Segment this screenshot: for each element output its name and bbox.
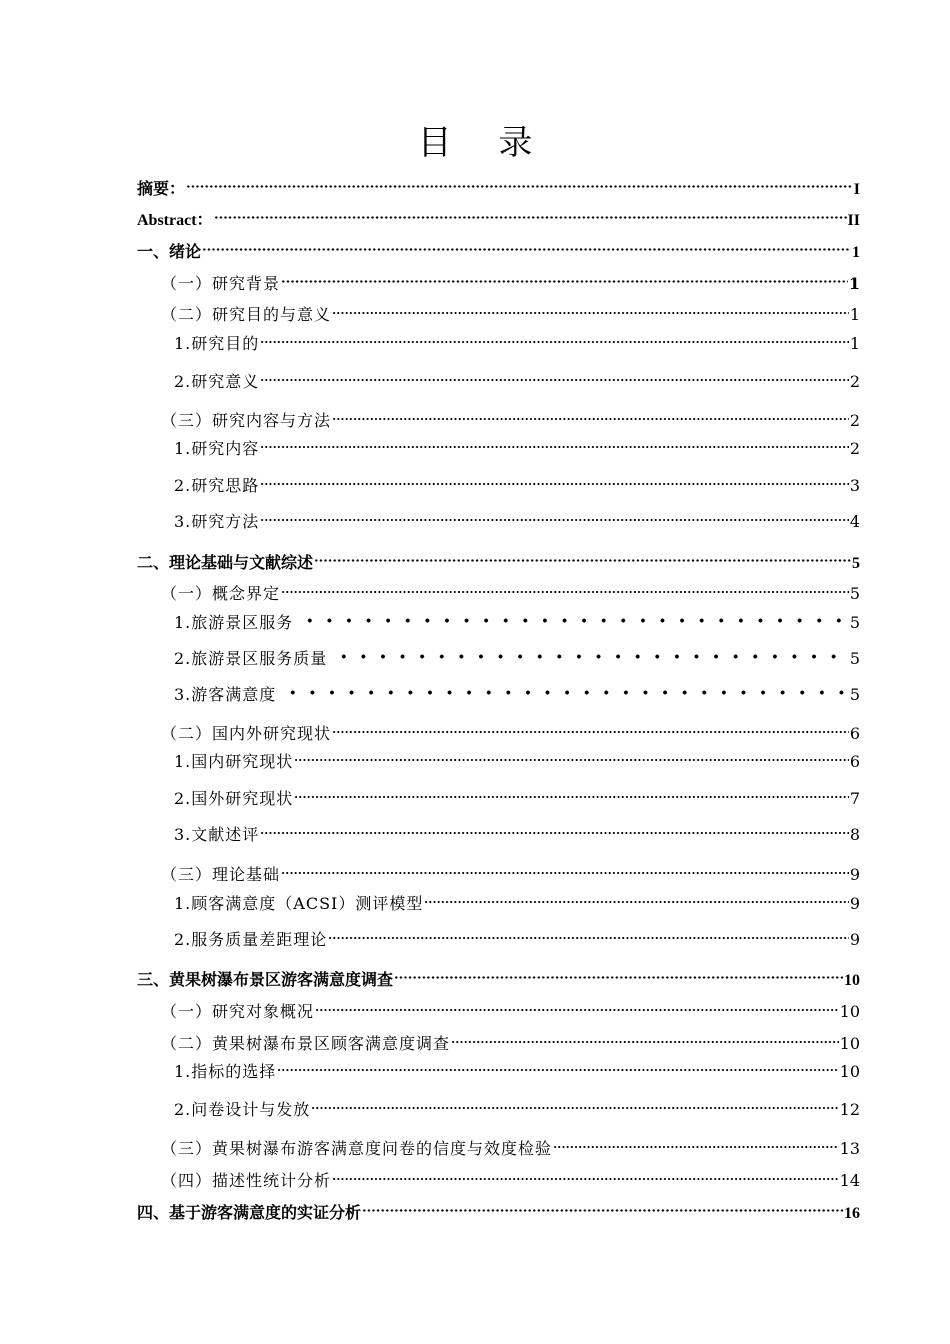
toc-page-number: 10: [844, 972, 860, 989]
toc-entry-label: （三）研究内容与方法: [161, 411, 332, 430]
toc-entry-1-2-1[interactable]: [174, 325, 860, 353]
dot-leader: [332, 715, 849, 739]
bullet-leader: [328, 640, 849, 664]
dot-leader: [260, 430, 849, 454]
toc-page-number: 7: [849, 789, 860, 808]
toc-entry-1-3-3[interactable]: [174, 503, 860, 531]
toc-entry-chapter-2[interactable]: [137, 544, 860, 572]
dot-leader: [332, 296, 849, 320]
toc-entry-label: 1.研究目的: [174, 334, 260, 353]
toc-page-number: 2: [849, 439, 860, 458]
toc-entry-label: 2.旅游景区服务质量: [174, 649, 328, 668]
dot-leader: [332, 402, 849, 426]
toc-entry-1-2-2[interactable]: [174, 363, 860, 391]
toc-entry-label: 1.旅游景区服务: [174, 613, 294, 632]
toc-entry-abstract-cn[interactable]: [137, 170, 860, 198]
toc-entry-chapter-4[interactable]: [137, 1194, 860, 1222]
toc-entry-label: （三）黄果树瀑布游客满意度问卷的信度与效度检验: [161, 1139, 553, 1158]
toc-entry-section-3-4[interactable]: [161, 1162, 860, 1190]
toc-page-number: 9: [849, 865, 860, 884]
dot-leader: [277, 1053, 838, 1077]
toc-page-number: 10: [839, 1062, 860, 1081]
toc-entry-label: 二、理论基础与文献综述: [137, 555, 314, 572]
toc-entry-section-3-2[interactable]: [161, 1025, 860, 1053]
dot-leader: [281, 856, 849, 880]
dot-leader: [281, 575, 849, 599]
toc-page-number: 10: [839, 1034, 860, 1053]
dot-leader: [314, 544, 851, 568]
toc-entry-label: 2.国外研究现状: [174, 789, 294, 808]
toc-entry-section-1-2[interactable]: [161, 296, 860, 324]
toc-page-number: 1: [852, 244, 860, 261]
dot-leader: [260, 363, 849, 387]
bullet-leader: [294, 604, 849, 628]
toc-page-number: I: [853, 181, 860, 198]
toc-entry-label: （二）黄果树瀑布景区顾客满意度调查: [161, 1034, 451, 1053]
toc-page-number: 5: [849, 613, 860, 632]
toc-page-number: 8: [849, 825, 860, 844]
toc-page-number: 12: [839, 1100, 860, 1119]
toc-entry-3-2-1[interactable]: [174, 1053, 860, 1081]
dot-leader: [260, 467, 849, 491]
dot-leader: [362, 1194, 843, 1218]
toc-entry-2-2-1[interactable]: [174, 743, 860, 771]
toc-entry-label: 1.指标的选择: [174, 1062, 277, 1081]
toc-entry-2-2-2[interactable]: [174, 780, 860, 808]
toc-entry-3-2-2[interactable]: [174, 1091, 860, 1119]
dot-leader: [294, 780, 849, 804]
toc-entry-label: 3.研究方法: [174, 512, 260, 531]
toc-entry-label: （二）研究目的与意义: [161, 305, 332, 324]
toc-entry-chapter-3[interactable]: [137, 961, 860, 989]
toc-entry-label: 2.研究思路: [174, 476, 260, 495]
toc-entry-label: （二）国内外研究现状: [161, 724, 332, 743]
toc-page-number: 2: [849, 411, 860, 430]
toc-entry-2-1-1[interactable]: [174, 604, 860, 632]
toc-page-number: 6: [849, 724, 860, 743]
toc-entry-2-3-1[interactable]: [174, 885, 860, 913]
toc-entry-2-1-3[interactable]: [174, 676, 860, 704]
toc-page-number: 14: [839, 1171, 860, 1190]
toc-entry-label: 3.游客满意度: [174, 685, 277, 704]
toc-page-number: 5: [852, 555, 860, 572]
toc-page-number: 10: [839, 1002, 860, 1021]
dot-leader: [186, 170, 853, 194]
toc-entry-label: 3.文献述评: [174, 825, 260, 844]
toc-entry-label: Abstract：: [137, 212, 213, 229]
toc-entry-label: 1.国内研究现状: [174, 752, 294, 771]
toc-entry-abstract-en[interactable]: [137, 201, 860, 229]
dot-leader: [451, 1025, 839, 1049]
dot-leader: [281, 265, 848, 289]
dot-leader: [311, 1091, 838, 1115]
toc-page-number: 5: [849, 685, 860, 704]
toc-page-number: 1: [849, 334, 860, 353]
toc-page-number: II: [847, 212, 860, 229]
toc-entry-label: （一）研究背景: [161, 274, 281, 293]
toc-page-number: 1: [848, 274, 860, 293]
toc-page-number: 6: [849, 752, 860, 771]
dot-leader: [332, 1162, 839, 1186]
toc-entry-section-1-1[interactable]: [161, 265, 860, 293]
toc-page-number: 5: [849, 649, 860, 668]
toc-entry-section-2-3[interactable]: [161, 856, 860, 884]
dot-leader: [214, 201, 847, 225]
toc-entry-section-1-3[interactable]: [161, 402, 860, 430]
toc-page-number: 9: [849, 894, 860, 913]
dot-leader: [553, 1130, 839, 1154]
toc-entry-label: 2.研究意义: [174, 372, 260, 391]
toc-entry-label: 1.研究内容: [174, 439, 260, 458]
page-title: 目 录: [417, 123, 551, 163]
toc-entry-2-2-3[interactable]: [174, 816, 860, 844]
toc-entry-label: 2.服务质量差距理论: [174, 930, 328, 949]
bullet-leader: [277, 676, 849, 700]
dot-leader: [424, 885, 848, 909]
toc-entry-section-3-3[interactable]: [161, 1130, 860, 1158]
dot-leader: [202, 233, 851, 257]
toc-entry-2-1-2[interactable]: [174, 640, 860, 668]
toc-entry-label: 三、黄果树瀑布景区游客满意度调查: [137, 972, 394, 989]
toc-page-number: 1: [849, 305, 860, 324]
dot-leader: [394, 961, 843, 985]
toc-page-number: 5: [849, 584, 860, 603]
toc-entry-1-3-1[interactable]: [174, 430, 860, 458]
toc-entry-section-2-1[interactable]: [161, 575, 860, 603]
toc-entry-section-3-1[interactable]: [161, 993, 860, 1021]
toc-entry-2-3-2[interactable]: [174, 921, 860, 949]
toc-page-number: 3: [849, 476, 860, 495]
toc-page-number: 16: [844, 1205, 860, 1222]
toc-entry-label: 摘要：: [137, 181, 186, 198]
toc-entry-label: 一、绪论: [137, 244, 202, 261]
toc-entry-label: 1.顾客满意度（ACSI）测评模型: [174, 894, 424, 913]
toc-page-number: 9: [849, 930, 860, 949]
dot-leader: [328, 921, 849, 945]
toc-entry-section-2-2[interactable]: [161, 715, 860, 743]
toc-entry-label: （四）描述性统计分析: [161, 1171, 332, 1190]
dot-leader: [260, 325, 849, 349]
toc-page-number: 2: [849, 372, 860, 391]
dot-leader: [260, 503, 849, 527]
toc-entry-label: 四、基于游客满意度的实证分析: [137, 1205, 362, 1222]
toc-entry-label: （一）概念界定: [161, 584, 281, 603]
toc-entry-chapter-1[interactable]: [137, 233, 860, 261]
dot-leader: [315, 993, 839, 1017]
toc-entry-label: 2.问卷设计与发放: [174, 1100, 311, 1119]
toc-entry-label: （三）理论基础: [161, 865, 281, 884]
toc-entry-label: （一）研究对象概况: [161, 1002, 315, 1021]
dot-leader: [260, 816, 849, 840]
toc-page-number: 4: [849, 512, 860, 531]
dot-leader: [294, 743, 849, 767]
toc-entry-1-3-2[interactable]: [174, 467, 860, 495]
toc-page-number: 13: [839, 1139, 860, 1158]
